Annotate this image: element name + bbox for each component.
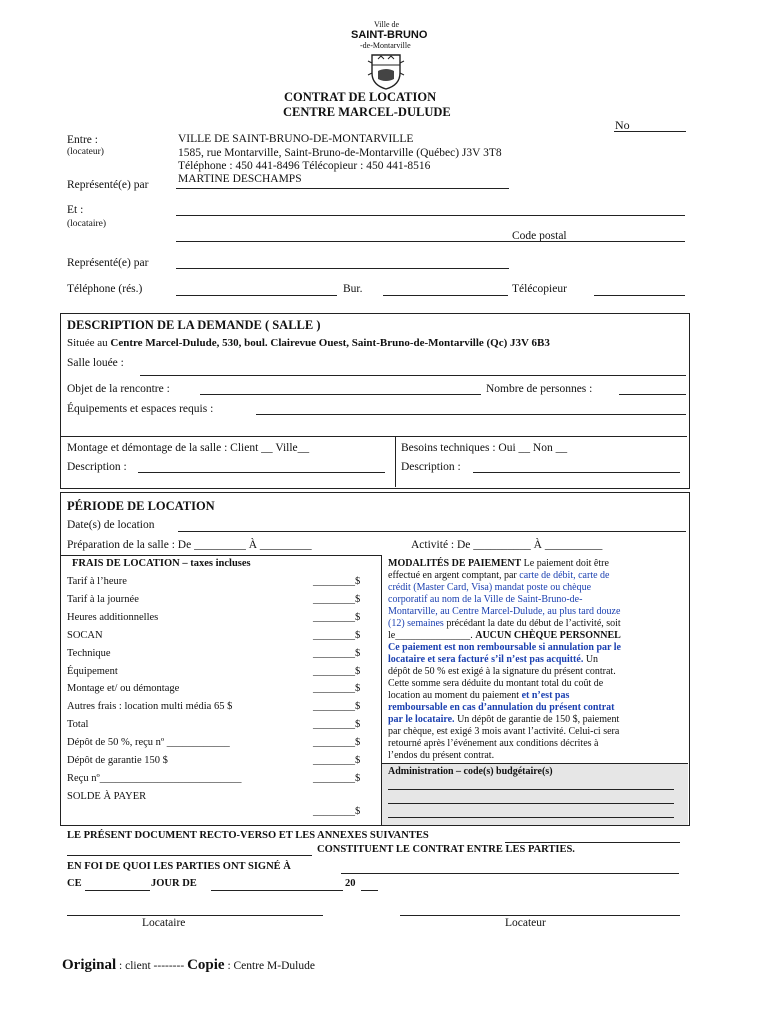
frais-label-6: Montage et/ ou démontage [67, 683, 180, 694]
annexes-field-1[interactable] [505, 842, 680, 843]
frais-amount-9[interactable]: ________$ [313, 737, 361, 748]
besoins-label: Besoins techniques : Oui __ Non __ [401, 442, 568, 454]
modalites-line-15: par chèque, est exigé 3 mois avant l’activité. Celui-ci sera [388, 726, 620, 737]
frais-amount-2[interactable]: ________$ [313, 612, 361, 623]
locateur-label: (locateur) [67, 147, 104, 157]
city-logo [348, 20, 428, 90]
besoins-description-field[interactable] [473, 472, 680, 473]
locateur-phone: Téléphone : 450 441-8496 Télécopieur : 450 441-8516 [178, 160, 431, 172]
nombre-personnes-label: Nombre de personnes : [486, 383, 593, 395]
situee-prefix: Située au [67, 337, 111, 349]
modalites-line-1 [388, 558, 685, 570]
modalites-l7a: le_______________. [388, 630, 476, 641]
original-rest: : client -------- [116, 960, 188, 972]
locataire-label: (locataire) [67, 219, 107, 229]
frais-label-4: Technique [67, 648, 111, 659]
lieu-field[interactable] [341, 873, 679, 874]
telephone-field[interactable] [176, 295, 337, 296]
objet-label: Objet de la rencontre : [67, 383, 170, 395]
frais-label-9: Dépôt de 50 %, reçu nº ____________ [67, 737, 230, 748]
annee-field[interactable] [361, 890, 378, 891]
frais-label-0: Tarif à l’heure [67, 576, 127, 587]
logo-line-3: -de-Montarville [360, 41, 411, 50]
copie-rest: : Centre M-Dulude [224, 960, 315, 972]
salle-louee-label: Salle louée : [67, 357, 124, 369]
recto-verso-line-1: LE PRÉSENT DOCUMENT RECTO-VERSO ET LES ANNEXES SUIVANTES [67, 830, 429, 841]
code-postal-label: Code postal [512, 230, 567, 242]
contract-number-label: No [615, 118, 630, 132]
modalites-l7b: AUCUN CHÈQUE PERSONNEL [475, 630, 621, 641]
copy-distribution [62, 957, 315, 974]
modalites-l9b: Un [583, 654, 599, 665]
represente2-label: Représenté(e) par [67, 257, 149, 269]
montage-description-label: Description : [67, 461, 127, 473]
equipements-label: Équipements et espaces requis : [67, 403, 214, 415]
jour-de-label: JOUR DE [151, 878, 197, 889]
equipements-field-2[interactable] [61, 436, 687, 437]
solde-label: SOLDE À PAYER [67, 791, 147, 802]
represente-label: Représenté(e) par [67, 179, 149, 191]
modalites-line-2 [388, 570, 685, 582]
modalites-line-11: Cette somme sera déduite du montant total du coût de [388, 678, 604, 689]
logo-line-1: Ville de [374, 20, 400, 29]
frais-amount-8[interactable]: ________$ [313, 719, 361, 730]
locataire-signature-label: Locataire [142, 917, 186, 929]
modalites-l12b: et n’est pas [521, 690, 570, 701]
contract-title: CONTRAT DE LOCATION [284, 90, 437, 104]
telephone-label: Téléphone (rés.) [67, 283, 143, 295]
frais-amount-1[interactable]: ________$ [313, 594, 361, 605]
frais-label-1: Tarif à la journée [67, 594, 139, 605]
frais-amount-7[interactable]: ________$ [313, 701, 361, 712]
montage-description-field[interactable] [138, 472, 385, 473]
frais-amount-10[interactable]: ________$ [313, 755, 361, 766]
bur-label: Bur. [343, 283, 363, 295]
modalites-l2b: carte de débit, carte de [519, 570, 610, 581]
coat-of-arms-icon [366, 51, 406, 91]
modalites-line-16: retourné après l’événement aux conditions décrites à [388, 738, 599, 749]
locataire-signature-line[interactable] [67, 915, 323, 916]
contract-number-field[interactable] [614, 131, 686, 132]
besoins-description-label: Description : [401, 461, 461, 473]
center-title: CENTRE MARCEL-DULUDE [283, 105, 451, 119]
frais-label-5: Équipement [67, 666, 118, 677]
ce-label: CE [67, 878, 82, 889]
bur-field[interactable] [383, 295, 508, 296]
telecopieur-field[interactable] [594, 295, 685, 296]
modalites-title: MODALITÉS DE PAIEMENT [388, 558, 522, 569]
annexes-field-2[interactable] [67, 855, 312, 856]
represente2-field[interactable] [176, 268, 509, 269]
modalites-l1b: Le paiement doit être [521, 558, 609, 569]
et-label: Et : [67, 204, 84, 216]
modalites-l14b: Un dépôt de garantie de 150 $, paiement [454, 714, 620, 725]
modalites-l6b: précédant la date du début de l’activité, soit [443, 618, 621, 629]
frais-amount-5[interactable]: ________$ [313, 666, 361, 677]
modalites-l14a: par le locataire. [388, 714, 455, 725]
original-label: Original [62, 957, 117, 973]
frais-label-2: Heures additionnelles [67, 612, 159, 623]
activite-label: Activité : De __________ À __________ [411, 539, 603, 551]
objet-field[interactable] [200, 394, 481, 395]
modalites-line-14 [388, 714, 685, 726]
preparation-label: Préparation de la salle : De _________ À _________ [67, 539, 312, 551]
admin-label: Administration – code(s) budgétaire(s) [388, 766, 553, 777]
locateur-name: VILLE DE SAINT-BRUNO-DE-MONTARVILLE [178, 133, 414, 145]
dates-field[interactable] [178, 531, 686, 532]
modalites-line-7 [388, 630, 685, 642]
ce-field[interactable] [85, 890, 150, 891]
en-foi-label: EN FOI DE QUOI LES PARTIES ONT SIGNÉ À [67, 861, 291, 872]
locataire-name-field[interactable] [176, 215, 685, 216]
locateur-signature-label: Locateur [505, 917, 546, 929]
modalites-line-6 [388, 618, 685, 630]
frais-header: FRAIS DE LOCATION – taxes incluses [72, 558, 251, 569]
modalites-line-9 [388, 654, 685, 666]
represente-name: MARTINE DESCHAMPS [178, 173, 302, 185]
frais-amount-0[interactable]: ________$ [313, 576, 361, 587]
admin-field-2[interactable] [388, 803, 674, 804]
modalites-line-3: crédit (Master Card, Visa) mandat poste ou chèque [388, 582, 592, 593]
annee-label: 20 [345, 878, 356, 889]
admin-field-3[interactable] [388, 817, 674, 818]
represente-field[interactable] [176, 188, 509, 189]
frais-label-3: SOCAN [67, 630, 103, 641]
entre-label: Entre : [67, 134, 98, 146]
frais-amount-3[interactable]: ________$ [313, 630, 361, 641]
modalites-l6a: (12) semaines [388, 618, 444, 629]
frais-label-10: Dépôt de garantie 150 $ [67, 755, 168, 766]
frais-amount-11[interactable]: ________$ [313, 773, 361, 784]
situee-address: Centre Marcel-Dulude, 530, boul. Clairevue Ouest, Saint-Bruno-de-Montarville (Qc) J3V 6B3 [110, 337, 550, 349]
modalites-line-17: l’endos du présent contrat. [388, 750, 495, 761]
situee-text [67, 337, 550, 349]
description-divider [395, 437, 396, 487]
modalites-line-8: Ce paiement est non remboursable si annulation par le [388, 642, 621, 653]
modalites-l2a: effectué en argent comptant, par [388, 570, 520, 581]
modalites-line-5: Montarville, au Centre Marcel-Dulude, au plus tard douze [388, 606, 621, 617]
modalites-line-12 [388, 690, 685, 702]
periode-header: PÉRIODE DE LOCATION [67, 499, 215, 513]
equipements-field[interactable] [256, 414, 686, 415]
description-header: DESCRIPTION DE LA DEMANDE ( SALLE ) [67, 318, 321, 332]
telecopieur-label: Télécopieur [512, 283, 567, 295]
recto-verso-line-2: CONSTITUENT LE CONTRAT ENTRE LES PARTIES. [317, 844, 575, 855]
frais-label-8: Total [67, 719, 89, 730]
modalites-l9a: locataire et sera facturé s’il n’est pas acquitté. [388, 654, 584, 665]
dates-label: Date(s) de location [67, 519, 155, 531]
modalites-line-10: dépôt de 50 % est exigé à la signature du présent contrat. [388, 666, 616, 677]
mois-field[interactable] [211, 890, 343, 891]
modalites-line-13: remboursable en cas d’annulation du présent contrat [388, 702, 615, 713]
solde-amount[interactable]: ________$ [313, 806, 361, 817]
locataire-address-field[interactable] [176, 241, 685, 242]
logo-line-2: SAINT-BRUNO [351, 29, 428, 41]
locateur-signature-line[interactable] [400, 915, 680, 916]
admin-field-1[interactable] [388, 789, 674, 790]
nombre-personnes-field[interactable] [619, 394, 686, 395]
frais-label-11: Reçu nº___________________________ [67, 773, 242, 784]
frais-label-7: Autres frais : location multi média 65 $ [67, 701, 233, 712]
copie-label: Copie [187, 957, 225, 973]
locateur-address: 1585, rue Montarville, Saint-Bruno-de-Montarville (Québec) J3V 3T8 [178, 147, 502, 159]
modalites-l12a: location au moment du paiement [388, 690, 522, 701]
montage-label: Montage et démontage de la salle : Client __ Ville__ [67, 442, 310, 454]
frais-amount-6[interactable]: ________$ [313, 683, 361, 694]
salle-louee-field[interactable] [140, 375, 686, 376]
modalites-line-4: corporatif au nom de la Ville de Saint-Bruno-de- [388, 594, 583, 605]
frais-amount-4[interactable]: ________$ [313, 648, 361, 659]
